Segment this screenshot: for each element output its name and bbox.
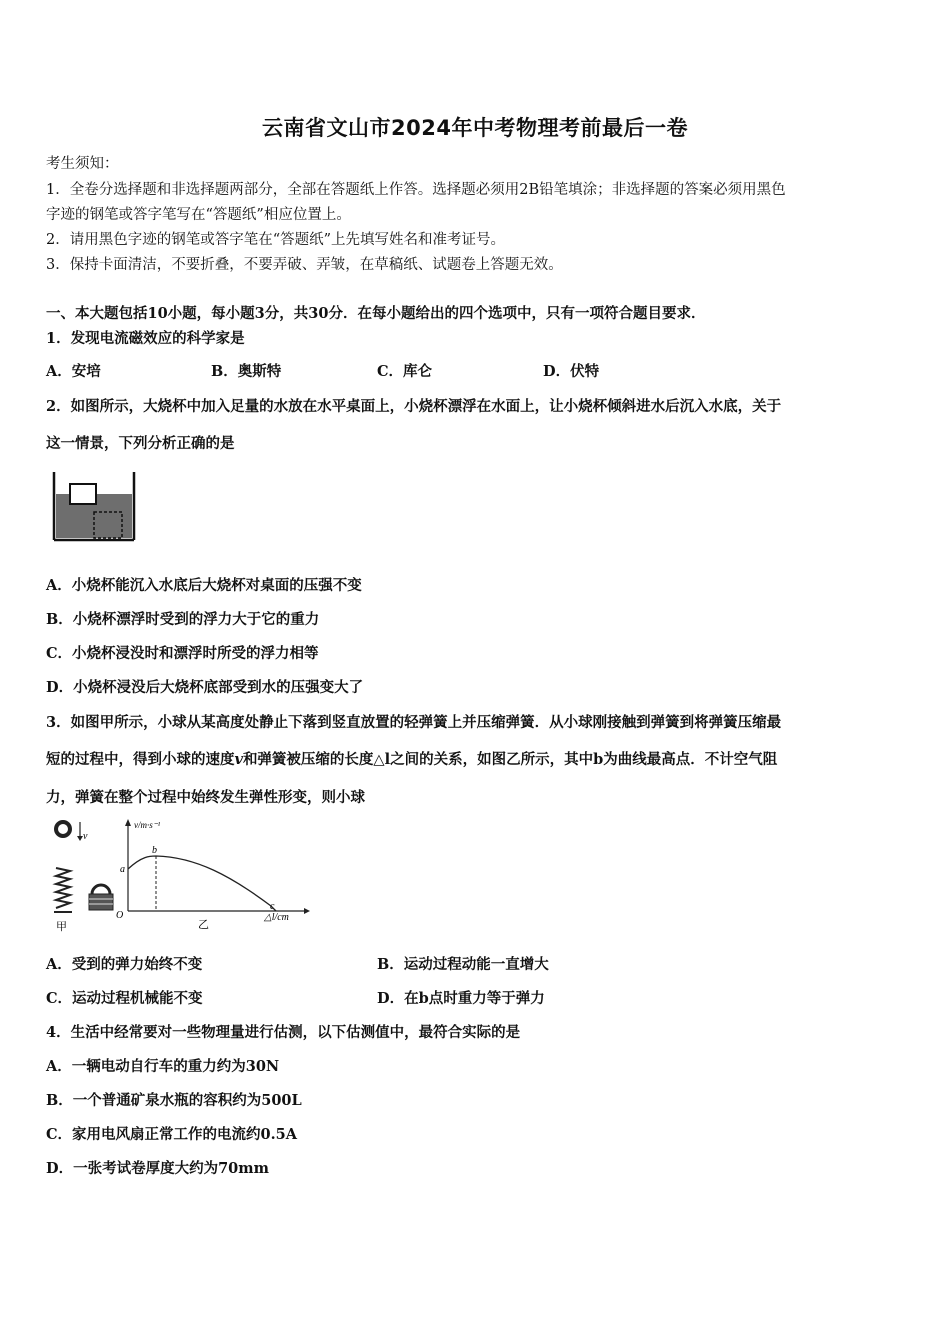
q3-option-c: C．运动过程机械能不变	[46, 990, 203, 1007]
q3-option-d: D．在b点时重力等于弹力	[377, 990, 545, 1007]
page-title: 云南省文山市2024年中考物理考前最后一卷	[262, 116, 688, 140]
stem-text: 短的过程中，得到小球的速度	[46, 751, 235, 768]
question-2-stem: 这一情景，下列分析正确的是	[46, 435, 235, 452]
q1-option-c: C．库仑	[377, 363, 433, 380]
notice-item: 1．全卷分选择题和非选择题两部分，全部在答题纸上作答。选择题必须用2B铅笔填涂；非选择题的答案必须用黑色	[46, 182, 786, 198]
beaker-figure	[50, 470, 140, 542]
q2-option-c: C．小烧杯浸没时和漂浮时所受的浮力相等	[46, 645, 319, 662]
q1-option-b: B．奥斯特	[211, 363, 282, 380]
figure-x-axis-label: △l/cm	[264, 912, 289, 923]
question-3-stem: 力，弹簧在整个过程中始终发生弹性形变，则小球	[46, 789, 365, 806]
q3-option-a: A．受到的弹力始终不变	[46, 956, 203, 973]
figure-point-c: c	[270, 901, 275, 912]
figure-caption-yi: 乙	[198, 918, 209, 931]
question-1-stem: 1．发现电流磁效应的科学家是	[46, 330, 245, 347]
q4-option-a: A．一辆电动自行车的重力约为30N	[46, 1058, 280, 1075]
q3-option-b: B．运动过程动能一直增大	[377, 956, 549, 973]
figure-y-axis-label: v/m·s⁻¹	[134, 820, 161, 830]
figure-point-b: b	[152, 845, 157, 856]
question-3-stem	[46, 748, 777, 769]
figure-point-a: a	[120, 864, 125, 875]
spring-velocity-figure	[46, 816, 311, 934]
figure-origin-label: O	[116, 910, 124, 921]
question-4-stem: 4．生活中经常要对一些物理量进行估测，以下估测值中，最符合实际的是	[46, 1024, 521, 1041]
notice-item: 字迹的钢笔或答字笔写在“答题纸”相应位置上。	[46, 207, 351, 223]
q2-option-b: B．小烧杯漂浮时受到的浮力大于它的重力	[46, 611, 320, 628]
figure-caption-jia: 甲	[56, 920, 67, 933]
stem-text: 和弹簧被压缩的长度△l之间的关系，如图乙所示，其中b为曲线最高点．不计空气阻	[242, 751, 778, 768]
question-2-stem: 2．如图所示，大烧杯中加入足量的水放在水平桌面上，小烧杯漂浮在水面上，让小烧杯倾斜进水后沉入水底，关于	[46, 398, 782, 415]
question-3-stem: 3．如图甲所示，小球从某高度处静止下落到竖直放置的轻弹簧上并压缩弹簧．从小球刚接触到弹簧到将弹簧压缩最	[46, 714, 782, 731]
q4-option-b: B．一个普通矿泉水瓶的容积约为500L	[46, 1092, 302, 1109]
q4-option-c: C．家用电风扇正常工作的电流约0.5A	[46, 1126, 298, 1143]
q1-option-d: D．伏特	[543, 363, 600, 380]
figure-v-label: v	[83, 831, 88, 842]
notice-item: 2．请用黑色字迹的钢笔或答字笔在“答题纸”上先填写姓名和准考证号。	[46, 232, 506, 248]
q4-option-d: D．一张考试卷厚度大约为70mm	[46, 1160, 269, 1177]
q2-option-a: A．小烧杯能沉入水底后大烧杯对桌面的压强不变	[46, 577, 362, 594]
q2-option-d: D．小烧杯浸没后大烧杯底部受到水的压强变大了	[46, 679, 364, 696]
velocity-symbol: v	[234, 751, 243, 768]
section-heading: 一、本大题包括10小题，每小题3分，共30分．在每小题给出的四个选项中，只有一项符合题目要求．	[46, 305, 706, 322]
q1-option-a: A．安培	[46, 363, 101, 380]
notice-item: 3．保持卡面清洁，不要折叠，不要弄破、弄皱，在草稿纸、试题卷上答题无效。	[46, 257, 563, 273]
notice-heading: 考生须知：	[46, 156, 119, 172]
